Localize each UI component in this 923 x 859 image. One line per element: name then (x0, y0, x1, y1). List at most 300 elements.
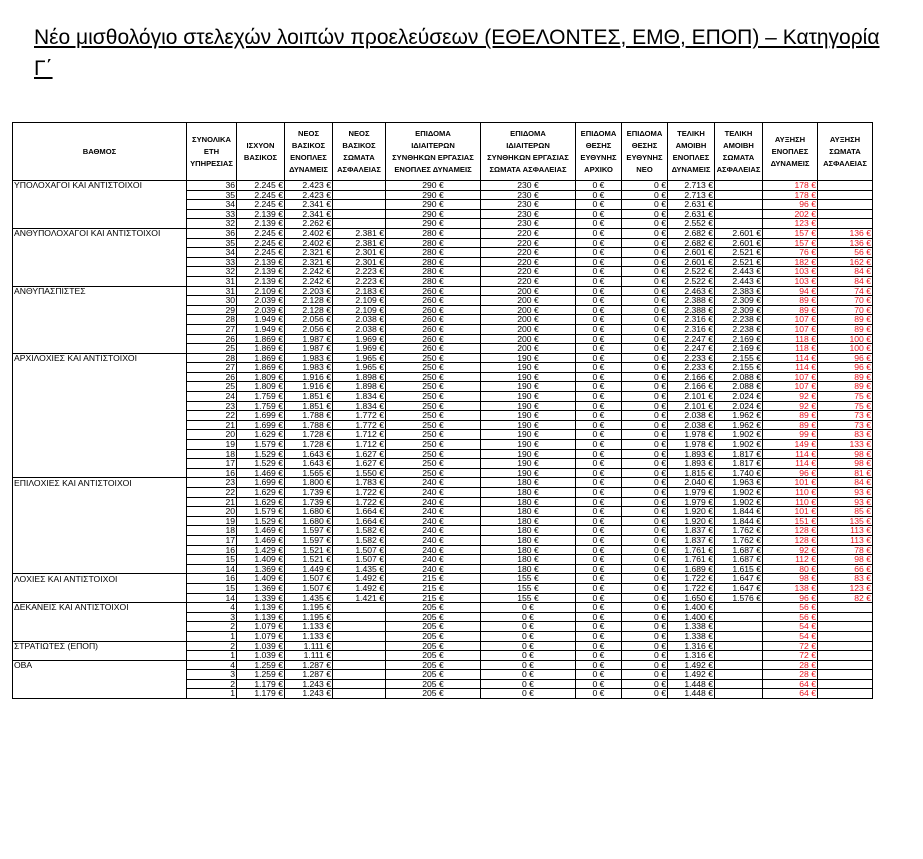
table-row (13, 555, 873, 565)
table-cell (715, 612, 763, 622)
table-row (13, 372, 873, 382)
table-cell: 149 € (763, 440, 818, 450)
table-cell: 0 € (576, 440, 622, 450)
table-cell: 240 € (386, 526, 481, 536)
table-cell: 98 € (818, 555, 873, 565)
table-cell: 1.949 € (237, 315, 285, 325)
table-row (13, 583, 873, 593)
table-row (13, 305, 873, 315)
table-cell: 17 (187, 535, 237, 545)
rank-cell (13, 593, 187, 603)
table-cell: 0 € (622, 564, 668, 574)
table-cell: 93 € (818, 497, 873, 507)
table-cell: 2.039 € (237, 296, 285, 306)
table-cell (715, 641, 763, 651)
rank-cell (13, 238, 187, 248)
rank-cell (13, 449, 187, 459)
column-header-line: ΣΥΝΘΗΚΩΝ ΕΡΓΑΣΙΑΣ (392, 152, 474, 162)
table-cell: 190 € (481, 401, 576, 411)
table-cell: 2.183 € (333, 286, 386, 296)
table-cell: 2.039 € (237, 305, 285, 315)
table-cell: 250 € (386, 430, 481, 440)
table-row (13, 267, 873, 277)
table-cell: 1.722 € (668, 574, 715, 584)
table-cell: 0 € (576, 689, 622, 699)
table-cell: 99 € (763, 430, 818, 440)
table-row (13, 430, 873, 440)
table-cell: 89 € (763, 305, 818, 315)
column-header-line: ΙΔΙΑΙΤΕΡΩΝ (506, 140, 550, 150)
table-cell: 0 € (622, 372, 668, 382)
table-cell: 1.728 € (285, 430, 333, 440)
table-cell: 205 € (386, 670, 481, 680)
table-cell: 0 € (622, 660, 668, 670)
table-cell: 1.650 € (668, 593, 715, 603)
table-cell: 0 € (576, 593, 622, 603)
table-cell: 92 € (763, 401, 818, 411)
rank-cell: ΑΡΧΙΛΟΧΙΕΣ ΚΑΙ ΑΝΤΙΣΤΟΙΧΟΙ (13, 353, 187, 363)
table-cell: 0 € (622, 334, 668, 344)
table-cell: 1.920 € (668, 516, 715, 526)
table-cell: 35 (187, 190, 237, 200)
table-cell: 138 € (763, 583, 818, 593)
table-cell: 1.529 € (237, 459, 285, 469)
table-cell (818, 190, 873, 200)
table-cell: 1.111 € (285, 641, 333, 651)
column-header-line: ΕΝΟΠΛΕΣ ΔΥΝΑΜΕΙΣ (394, 164, 472, 174)
rank-cell (13, 440, 187, 450)
table-cell: 2.631 € (668, 200, 715, 210)
table-cell: 64 € (763, 689, 818, 699)
table-cell: 0 € (576, 324, 622, 334)
table-cell: 1.287 € (285, 670, 333, 680)
rank-cell (13, 670, 187, 680)
table-cell: 240 € (386, 535, 481, 545)
table-cell: 1.647 € (715, 574, 763, 584)
table-cell: 2.128 € (285, 296, 333, 306)
table-cell: 0 € (481, 660, 576, 670)
table-cell: 1.565 € (285, 468, 333, 478)
table-cell: 0 € (576, 670, 622, 680)
table-cell: 0 € (576, 622, 622, 632)
rank-cell (13, 200, 187, 210)
table-cell: 190 € (481, 449, 576, 459)
column-header-line: ΔΥΝΑΜΕΙΣ (289, 164, 328, 174)
table-cell: 151 € (763, 516, 818, 526)
table-cell: 23 (187, 478, 237, 488)
table-cell: 2.245 € (237, 190, 285, 200)
table-cell: 1.492 € (668, 670, 715, 680)
table-cell: 200 € (481, 305, 576, 315)
table-cell: 2.139 € (237, 257, 285, 267)
table-cell: 2.056 € (285, 324, 333, 334)
rank-cell (13, 344, 187, 354)
table-cell (333, 641, 386, 651)
table-cell: 1.079 € (237, 622, 285, 632)
table-cell: 240 € (386, 497, 481, 507)
table-cell: 0 € (576, 315, 622, 325)
table-cell: 89 € (818, 315, 873, 325)
table-cell: 1.647 € (715, 583, 763, 593)
table-cell (333, 689, 386, 699)
table-cell: 1.837 € (668, 526, 715, 536)
table-cell: 2.088 € (715, 372, 763, 382)
table-cell: 0 € (576, 248, 622, 258)
table-cell: 1.788 € (285, 420, 333, 430)
table-row (13, 248, 873, 258)
table-cell: 1.809 € (237, 382, 285, 392)
table-cell: 240 € (386, 488, 481, 498)
table-cell: 2.247 € (668, 334, 715, 344)
table-cell (715, 622, 763, 632)
table-cell (333, 200, 386, 210)
rank-cell (13, 459, 187, 469)
table-row (13, 324, 873, 334)
column-header-line: ΙΣΧΥΟΝ (246, 140, 275, 150)
rank-cell (13, 209, 187, 219)
table-cell: 2.601 € (715, 228, 763, 238)
table-cell: 22 (187, 488, 237, 498)
rank-cell (13, 631, 187, 641)
table-cell: 162 € (818, 257, 873, 267)
table-cell: 1.978 € (668, 430, 715, 440)
table-cell: 2.242 € (285, 276, 333, 286)
table-cell: 14 (187, 564, 237, 574)
table-cell: 56 € (763, 603, 818, 613)
table-cell (715, 631, 763, 641)
table-cell: 103 € (763, 267, 818, 277)
table-cell: 250 € (386, 420, 481, 430)
table-cell: 93 € (818, 488, 873, 498)
table-cell: 1.979 € (668, 497, 715, 507)
column-header-line: ΕΠΙΔΟΜΑ (626, 128, 663, 138)
column-header (818, 123, 873, 181)
table-cell: 107 € (763, 372, 818, 382)
table-cell (818, 200, 873, 210)
table-cell: 114 € (763, 449, 818, 459)
table-cell: 190 € (481, 353, 576, 363)
table-cell: 0 € (576, 651, 622, 661)
table-cell: 1.902 € (715, 430, 763, 440)
rank-cell (13, 334, 187, 344)
table-cell (715, 200, 763, 210)
table-cell: 182 € (763, 257, 818, 267)
column-header-line: ΔΥΝΑΜΕΙΣ (671, 164, 711, 174)
table-cell: 1.507 € (333, 555, 386, 565)
table-cell: 0 € (576, 296, 622, 306)
table-cell: 2.316 € (668, 324, 715, 334)
table-cell: 1.435 € (333, 564, 386, 574)
table-cell: 0 € (576, 449, 622, 459)
table-cell: 220 € (481, 238, 576, 248)
table-cell: 2.024 € (715, 392, 763, 402)
table-cell: 2.038 € (668, 420, 715, 430)
table-cell: 2.245 € (237, 228, 285, 238)
table-cell: 1.507 € (333, 545, 386, 555)
column-header-line: ΣΩΜΑΤΑ (722, 152, 755, 162)
table-cell (715, 603, 763, 613)
table-row (13, 535, 873, 545)
table-cell: 98 € (818, 449, 873, 459)
table-row (13, 392, 873, 402)
table-cell: 2.402 € (285, 238, 333, 248)
table-cell: 0 € (576, 238, 622, 248)
table-cell: 1.629 € (237, 488, 285, 498)
table-cell: 0 € (576, 334, 622, 344)
table-cell: 0 € (576, 420, 622, 430)
table-cell (818, 209, 873, 219)
table-cell: 2.245 € (237, 248, 285, 258)
table-cell: 1.627 € (333, 459, 386, 469)
table-cell: 240 € (386, 564, 481, 574)
table-cell: 200 € (481, 344, 576, 354)
table-cell: 2.521 € (715, 248, 763, 258)
table-cell: 2.109 € (237, 286, 285, 296)
table-cell: 66 € (818, 564, 873, 574)
table-cell: 260 € (386, 305, 481, 315)
table-row (13, 296, 873, 306)
table-cell: 2 (187, 679, 237, 689)
table-cell: 1 (187, 631, 237, 641)
table-cell: 27 (187, 363, 237, 373)
table-cell: 2.301 € (333, 257, 386, 267)
table-cell: 1.664 € (333, 516, 386, 526)
table-cell: 0 € (622, 305, 668, 315)
table-cell: 2.423 € (285, 181, 333, 191)
rank-cell (13, 545, 187, 555)
table-cell: 0 € (576, 564, 622, 574)
header-row (13, 123, 873, 181)
table-cell: 23 (187, 401, 237, 411)
column-header-line: ΤΕΛΙΚΗ (724, 128, 753, 138)
column-header-line: ΤΕΛΙΚΗ (677, 128, 705, 138)
table-cell: 1.507 € (285, 574, 333, 584)
table-cell: 1.469 € (237, 526, 285, 536)
table-cell: 1.316 € (668, 641, 715, 651)
table-cell: 220 € (481, 276, 576, 286)
table-cell: 96 € (763, 200, 818, 210)
rank-cell: ΛΟΧΙΕΣ ΚΑΙ ΑΝΤΙΣΤΟΙΧΟΙ (13, 574, 187, 584)
table-cell: 0 € (622, 488, 668, 498)
table-cell: 76 € (763, 248, 818, 258)
table-cell: 1.761 € (668, 545, 715, 555)
table-cell (333, 612, 386, 622)
table-cell: 33 (187, 209, 237, 219)
table-cell: 1.550 € (333, 468, 386, 478)
table-cell: 0 € (576, 363, 622, 373)
table-cell: 1.699 € (237, 478, 285, 488)
table-cell: 2.247 € (668, 344, 715, 354)
table-cell (333, 670, 386, 680)
table-cell: 56 € (763, 612, 818, 622)
table-cell: 0 € (576, 372, 622, 382)
table-row (13, 593, 873, 603)
table-cell: 1.400 € (668, 612, 715, 622)
table-cell: 94 € (763, 286, 818, 296)
table-cell: 250 € (386, 459, 481, 469)
table-cell: 2.166 € (668, 382, 715, 392)
table-cell: 96 € (763, 468, 818, 478)
table-row (13, 411, 873, 421)
table-cell: 190 € (481, 382, 576, 392)
table-cell: 25 (187, 382, 237, 392)
table-cell: 180 € (481, 535, 576, 545)
rank-cell (13, 468, 187, 478)
table-cell: 0 € (576, 641, 622, 651)
column-header-line: ΣΥΝΟΛΙΚΑ (192, 134, 231, 144)
table-cell: 290 € (386, 219, 481, 229)
table-cell: 1.469 € (237, 468, 285, 478)
table-cell: 220 € (481, 228, 576, 238)
table-cell: 100 € (818, 334, 873, 344)
table-cell: 290 € (386, 200, 481, 210)
table-cell: 1.772 € (333, 411, 386, 421)
table-cell: 190 € (481, 430, 576, 440)
table-row (13, 440, 873, 450)
table-cell: 0 € (622, 181, 668, 191)
table-cell: 280 € (386, 276, 481, 286)
table-cell (818, 219, 873, 229)
table-cell: 215 € (386, 583, 481, 593)
table-cell: 118 € (763, 334, 818, 344)
table-cell: 0 € (622, 296, 668, 306)
table-cell: 1.898 € (333, 382, 386, 392)
table-cell: 78 € (818, 545, 873, 555)
table-cell: 180 € (481, 507, 576, 517)
column-header-line: ΕΤΗ (203, 146, 220, 156)
table-cell: 0 € (622, 267, 668, 277)
table-cell: 1.469 € (237, 535, 285, 545)
salary-table-container (12, 122, 873, 699)
column-header-line: ΒΑΘΜΟΣ (82, 146, 117, 156)
table-row (13, 382, 873, 392)
table-row (13, 478, 873, 488)
table-cell: 157 € (763, 238, 818, 248)
table-row (13, 689, 873, 699)
rank-cell (13, 372, 187, 382)
table-row (13, 363, 873, 373)
table-cell: 1.722 € (668, 583, 715, 593)
table-cell: 35 (187, 238, 237, 248)
table-cell: 155 € (481, 574, 576, 584)
table-cell: 1.597 € (285, 526, 333, 536)
table-cell: 180 € (481, 564, 576, 574)
table-row (13, 276, 873, 286)
table-cell: 1.689 € (668, 564, 715, 574)
table-cell: 0 € (622, 411, 668, 421)
table-cell: 33 (187, 257, 237, 267)
table-cell: 0 € (622, 545, 668, 555)
table-cell: 29 (187, 305, 237, 315)
table-cell: 1.629 € (237, 497, 285, 507)
table-cell: 2.309 € (715, 296, 763, 306)
table-cell: 190 € (481, 363, 576, 373)
table-cell: 1.983 € (285, 363, 333, 373)
table-cell: 0 € (576, 583, 622, 593)
table-cell: 70 € (818, 296, 873, 306)
table-cell: 180 € (481, 555, 576, 565)
table-cell: 84 € (818, 478, 873, 488)
table-cell: 0 € (576, 507, 622, 517)
table-cell (818, 651, 873, 661)
table-cell: 0 € (576, 468, 622, 478)
table-cell: 0 € (576, 228, 622, 238)
table-cell: 103 € (763, 276, 818, 286)
table-row (13, 190, 873, 200)
table-cell: 28 (187, 315, 237, 325)
table-cell: 0 € (622, 324, 668, 334)
table-cell: 1.582 € (333, 526, 386, 536)
table-cell: 1.949 € (237, 324, 285, 334)
table-cell: 0 € (622, 555, 668, 565)
rank-cell (13, 516, 187, 526)
table-cell: 1.409 € (237, 574, 285, 584)
table-cell: 0 € (622, 200, 668, 210)
table-cell: 17 (187, 459, 237, 469)
table-cell: 0 € (481, 631, 576, 641)
rank-cell (13, 190, 187, 200)
table-cell: 0 € (576, 401, 622, 411)
table-cell: 2.238 € (715, 324, 763, 334)
table-cell: 1.492 € (668, 660, 715, 670)
table-cell: 1.338 € (668, 622, 715, 632)
table-cell: 180 € (481, 516, 576, 526)
table-cell: 0 € (576, 488, 622, 498)
table-cell: 1.788 € (285, 411, 333, 421)
table-row (13, 497, 873, 507)
table-cell: 250 € (386, 363, 481, 373)
table-cell: 19 (187, 516, 237, 526)
table-cell: 260 € (386, 324, 481, 334)
table-cell: 89 € (763, 411, 818, 421)
table-cell: 0 € (576, 535, 622, 545)
column-header-line: ΣΩΜΑΤΑ (829, 146, 861, 156)
table-cell (818, 622, 873, 632)
rank-cell (13, 679, 187, 689)
table-row (13, 420, 873, 430)
table-cell: 114 € (763, 363, 818, 373)
table-cell: 56 € (818, 248, 873, 258)
table-cell: 96 € (763, 593, 818, 603)
table-cell: 136 € (818, 228, 873, 238)
table-cell: 0 € (622, 440, 668, 450)
table-cell: 290 € (386, 190, 481, 200)
table-cell: 0 € (576, 497, 622, 507)
table-cell: 0 € (481, 612, 576, 622)
column-header-line: ΕΠΙΔΟΜΑ (580, 128, 617, 138)
table-cell: 113 € (818, 526, 873, 536)
table-cell: 2.383 € (715, 286, 763, 296)
table-cell (333, 679, 386, 689)
table-cell: 1.039 € (237, 641, 285, 651)
table-row (13, 603, 873, 613)
table-row (13, 468, 873, 478)
column-header-line: ΣΥΝΘΗΚΩΝ ΕΡΓΑΣΙΑΣ (487, 152, 569, 162)
table-cell: 0 € (622, 286, 668, 296)
table-row (13, 181, 873, 191)
table-cell: 36 (187, 181, 237, 191)
table-row (13, 228, 873, 238)
rank-cell (13, 411, 187, 421)
table-cell: 1.579 € (237, 507, 285, 517)
table-cell: 190 € (481, 468, 576, 478)
column-header-line: ΑΣΦΑΛΕΙΑΣ (716, 164, 761, 174)
table-cell: 2.245 € (237, 200, 285, 210)
table-cell: 2.522 € (668, 267, 715, 277)
table-cell: 96 € (818, 363, 873, 373)
table-cell: 2.341 € (285, 200, 333, 210)
table-cell: 240 € (386, 478, 481, 488)
